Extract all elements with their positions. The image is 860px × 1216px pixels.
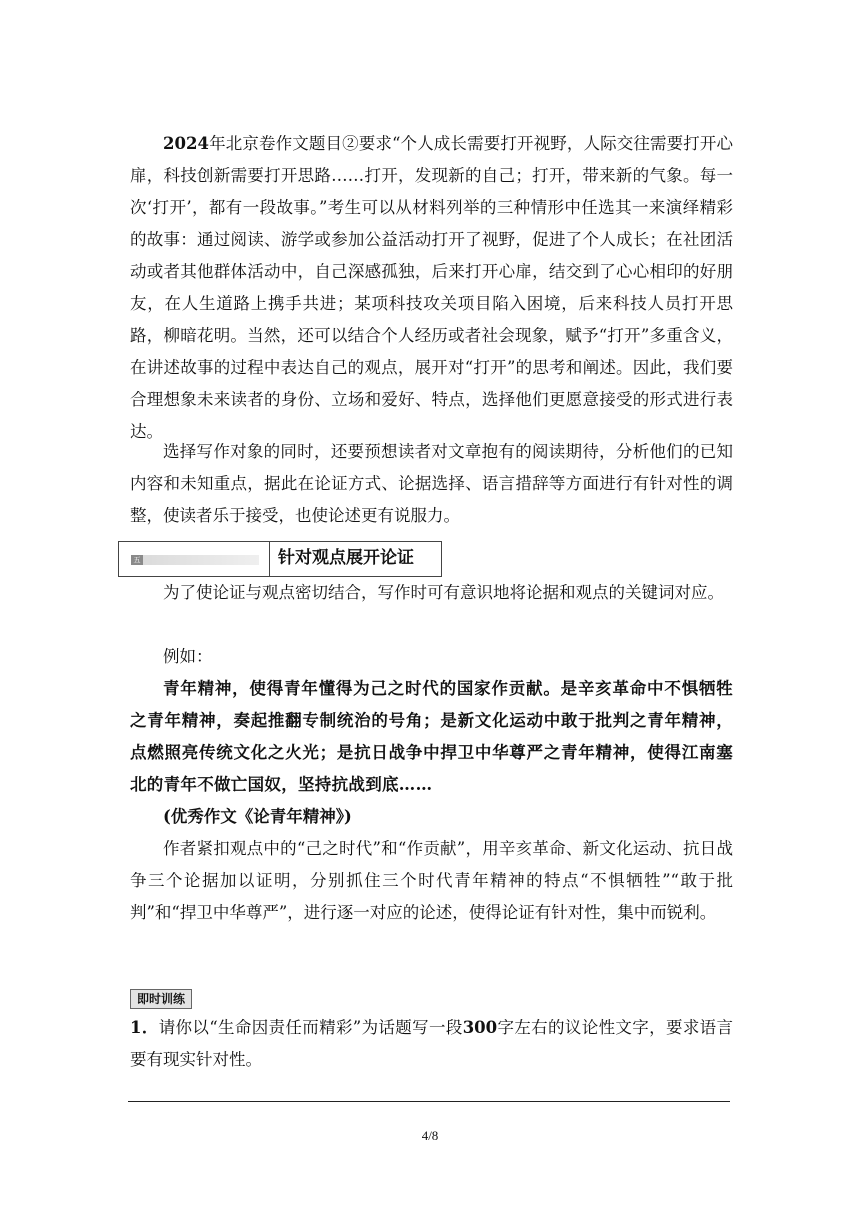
section-title: 针对观点展开论证 — [278, 548, 414, 568]
practice-tag: 即时训练 — [130, 989, 192, 1009]
paragraph-intro — [130, 128, 733, 448]
word-count: 300 — [462, 1018, 498, 1037]
section-header-bar — [131, 555, 259, 565]
section-header — [118, 541, 442, 577]
question-text-b: 字左右的议论性文字，要求语言要有现实针对性。 — [130, 1018, 734, 1069]
example-quote: 青年精神，使得青年懂得为己之时代的国家作贡献。是辛亥革命中不惧牺牲之青年精神，奏起推翻专制统治的号角；是新文化运动中敢于批判之青年精神，点燃照亮传统文化之火光；是抗日战争中捍卫中华尊严之青年精神，使得江南塞北的青年不做亡国奴，坚持抗战到底…… — [130, 679, 733, 794]
answer-line — [128, 1101, 730, 1102]
page-number: 4/8 — [421, 1128, 439, 1143]
quote-source: (优秀作文《论青年精神》) — [163, 807, 352, 826]
paragraph-example-label: 例如： — [163, 647, 213, 666]
paragraph-method: 为了使论证与观点密切结合，写作时可有意识地将论据和观点的关键词对应。 — [163, 583, 724, 602]
year-number: 2024 — [163, 134, 209, 153]
practice-question-1 — [130, 1012, 733, 1076]
question-text-a: 请你以“生命因责任而精彩”为话题写一段 — [158, 1018, 463, 1037]
paragraph-analysis: 作者紧扣观点中的“己之时代”和“作贡献”，用辛亥革命、新文化运动、抗日战争三个论据加以证明，分别抓住三个时代青年精神的特点“不惧牺牲”“敢于批判”和“捍卫中华尊严”，进行逐一对应的论述，使得论证有针对性，集中而锐利。 — [130, 839, 733, 922]
paragraph-reader-expectation: 选择写作对象的同时，还要预想读者对文章抱有的阅读期待，分析他们的已知内容和未知重点，据此在论证方式、论据选择、语言措辞等方面进行有针对性的调整，使读者乐于接受，也使论述更有说服力。 — [130, 442, 733, 525]
question-number: 1． — [130, 1018, 159, 1037]
section-header-decoration — [119, 542, 270, 576]
paragraph-intro-text: 年北京卷作文题目②要求“个人成长需要打开视野，人际交往需要打开心扉，科技创新需要打开思路……打开，发现新的自己；打开，带来新的气象。每一次‘打开’，都有一段故事。”考生可以从材料列举的三种情形中任选其一来演绎精彩的故事：通过阅读、游学或参加公益活动打开了视野，促进了个人成长；在社团活动或者其他群体活动中，自己深感孤独，后来打开心扉，结交到了心心相印的好朋友，在人生道路上携手共进；某项科技攻关项目陷入困境，后来科技人员打开思路，柳暗花明。当然，还可以结合个人经历或者社会现象，赋予“打开”多重含义，在讲述故事的过程中表达自己的观点，展开对“打开”的思考和阐述。因此，我们要合理想象未来读者的身份、立场和爱好、特点，选择他们更愿意接受的形式进行表达。 — [130, 134, 733, 441]
section-number-badge: 五 — [131, 555, 143, 565]
